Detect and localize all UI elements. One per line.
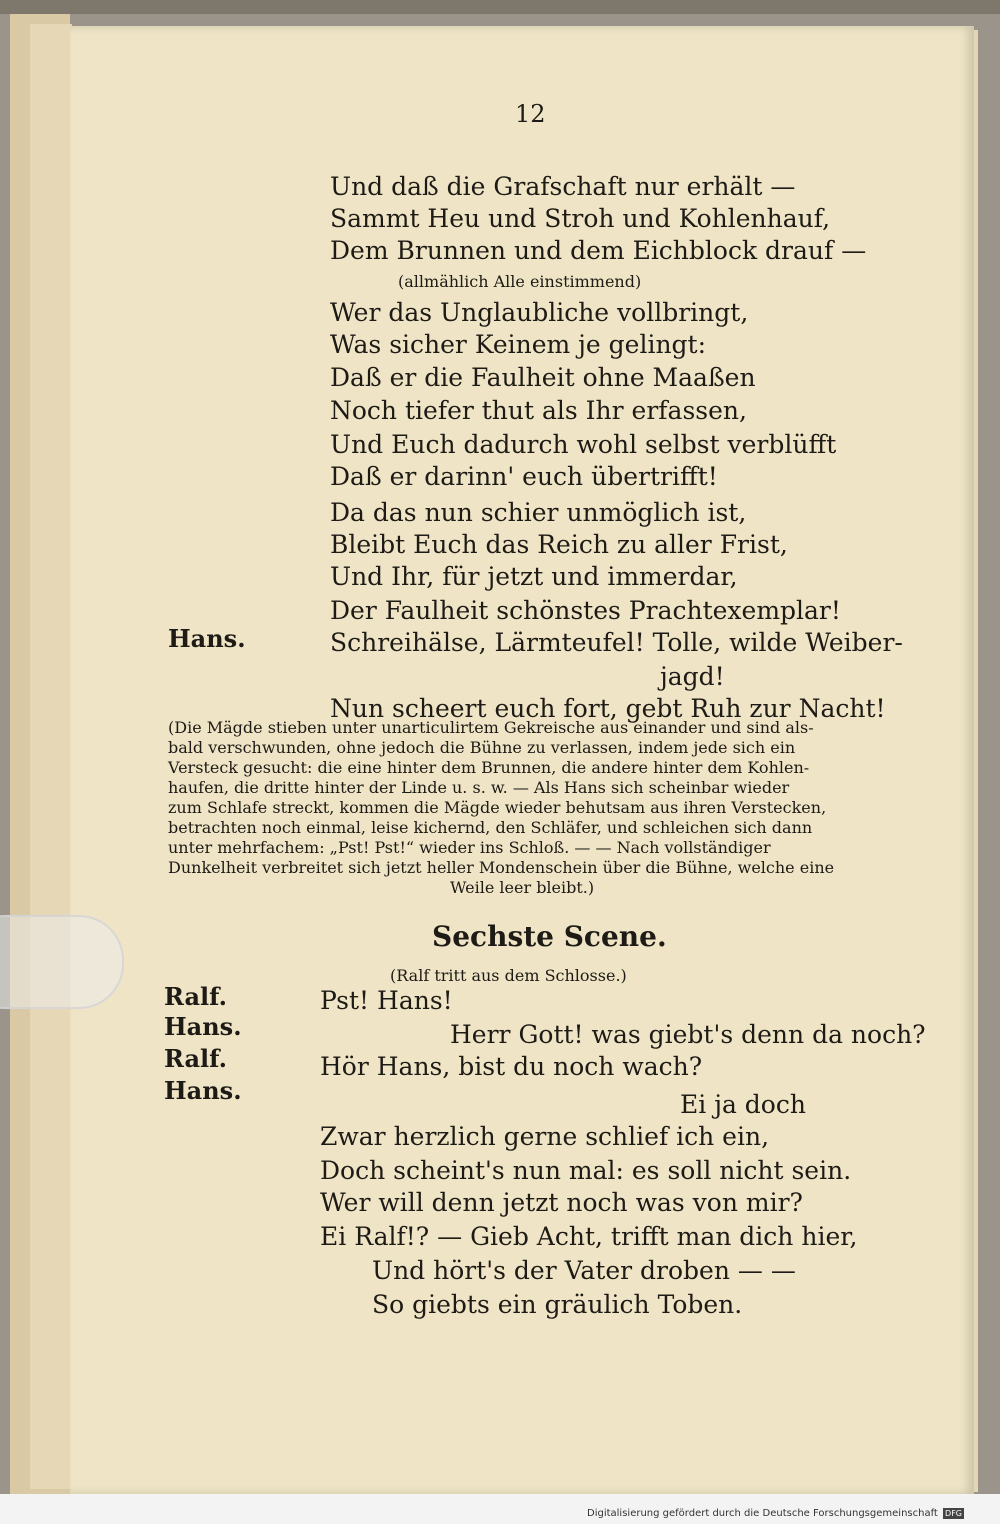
- stage-direction-line: Versteck gesucht: die eine hinter dem Brunnen, die andere hinter dem Kohlen-: [168, 758, 810, 777]
- page-number: 12: [515, 100, 546, 128]
- scan-top-border: [0, 0, 1000, 14]
- stage-direction: (Ralf tritt aus dem Schlosse.): [390, 966, 627, 985]
- verse-line: Zwar herzlich gerne schlief ich ein,: [320, 1122, 770, 1151]
- stage-direction-line: bald verschwunden, ohne jedoch die Bühne zu verlassen, indem jede sich ein: [168, 738, 796, 757]
- verse-line: Herr Gott! was giebt's denn da noch?: [450, 1020, 926, 1049]
- verse-line: Ei Ralf!? — Gieb Acht, trifft man dich hier,: [320, 1222, 858, 1251]
- verse-line: Und Euch dadurch wohl selbst verblüfft: [330, 430, 837, 459]
- verse-line: Schreihälse, Lärmteufel! Tolle, wilde Weiber-: [330, 628, 903, 657]
- verse-line: Wer das Unglaubliche vollbringt,: [330, 298, 749, 327]
- verse-line: Daß er die Faulheit ohne Maaßen: [330, 363, 756, 392]
- verse-line: Dem Brunnen und dem Eichblock drauf —: [330, 236, 867, 265]
- verse-line: Da das nun schier unmöglich ist,: [330, 498, 747, 527]
- speaker-label: Hans.: [164, 1076, 242, 1105]
- stage-direction-line: zum Schlafe streckt, kommen die Mägde wieder behutsam aus ihren Verstecken,: [168, 798, 827, 817]
- verse-line: Sammt Heu und Stroh und Kohlenhauf,: [330, 204, 831, 233]
- footer-credit: [587, 1508, 964, 1519]
- stage-direction-line: Dunkelheit verbreitet sich jetzt heller Mondenschein über die Bühne, welche eine: [168, 858, 835, 877]
- stage-direction-line: betrachten noch einmal, leise kichernd, den Schläfer, und schleichen sich dann: [168, 818, 813, 837]
- stage-direction-line: haufen, die dritte hinter der Linde u. s. w. — Als Hans sich scheinbar wieder: [168, 778, 790, 797]
- verse-line: Noch tiefer thut als Ihr erfassen,: [330, 396, 747, 425]
- speaker-label: Hans.: [168, 624, 246, 653]
- book-edge-inner: [30, 24, 72, 1489]
- verse-line: Nun scheert euch fort, gebt Ruh zur Nacht!: [330, 694, 886, 723]
- stage-direction-line: unter mehrfachem: „Pst! Pst!“ wieder ins Schloß. — — Nach vollständiger: [168, 838, 771, 857]
- verse-line: So giebts ein gräulich Toben.: [372, 1290, 743, 1319]
- verse-line: Doch scheint's nun mal: es soll nicht sein.: [320, 1156, 852, 1185]
- stage-direction-line: (Die Mägde stieben unter unarticulirtem Gekreische aus einander und sind als-: [168, 718, 814, 737]
- verse-line: Und daß die Grafschaft nur erhält —: [330, 172, 796, 201]
- verse-line: Bleibt Euch das Reich zu aller Frist,: [330, 530, 788, 559]
- verse-line: jagd!: [660, 662, 725, 691]
- stage-direction-line: Weile leer bleibt.): [450, 878, 595, 897]
- verse-line: Daß er darinn' euch übertrifft!: [330, 462, 718, 491]
- verse-line: Und hört's der Vater droben — —: [372, 1256, 796, 1285]
- speaker-label: Ralf.: [164, 982, 227, 1011]
- scene-title: Sechste Scene.: [432, 920, 667, 953]
- verse-line: Hör Hans, bist du noch wach?: [320, 1052, 703, 1081]
- dfg-logo: DFG: [945, 1509, 962, 1518]
- stage-direction: (allmählich Alle einstimmend): [398, 272, 642, 291]
- speaker-label: Hans.: [164, 1012, 242, 1041]
- verse-line: Wer will denn jetzt noch was von mir?: [320, 1188, 803, 1217]
- verse-line: Was sicher Keinem je gelingt:: [330, 330, 707, 359]
- verse-line: Und Ihr, für jetzt und immerdar,: [330, 562, 738, 591]
- page-clip: [0, 915, 124, 1009]
- verse-line: Ei ja doch: [680, 1090, 806, 1119]
- verse-line: Der Faulheit schönstes Prachtexemplar!: [330, 596, 841, 625]
- verse-line: Pst! Hans!: [320, 986, 453, 1015]
- speaker-label: Ralf.: [164, 1044, 227, 1073]
- credit-text: Digitalisierung gefördert durch die Deutsche Forschungsgemeinschaft: [587, 1508, 938, 1519]
